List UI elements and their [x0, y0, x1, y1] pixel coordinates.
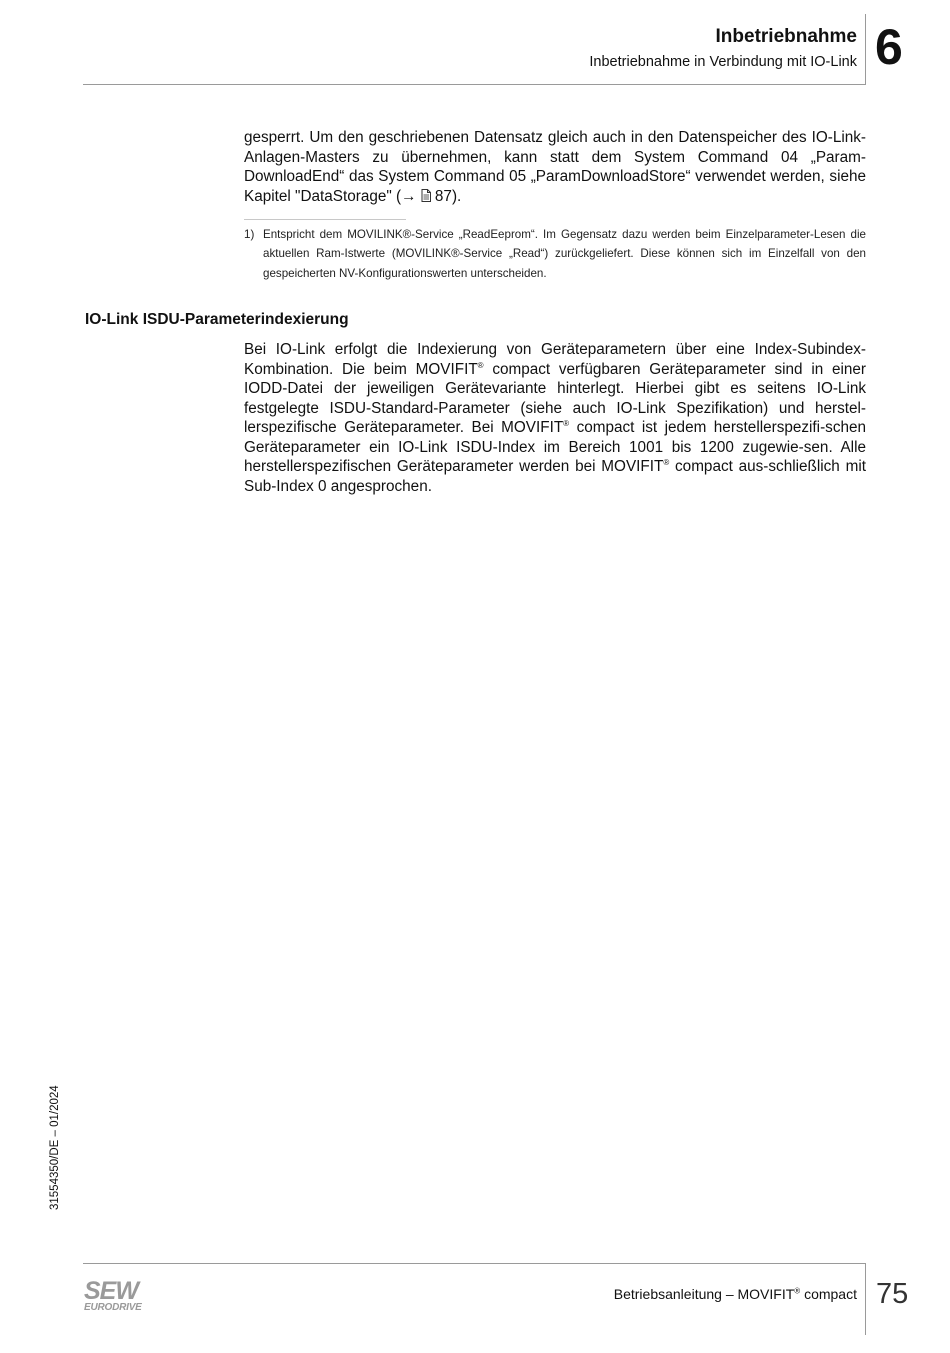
footnote-text: Entspricht dem MOVILINK®-Service „ReadEeprom“. Im Gegensatz dazu werden beim Einzelparameter-Lesen die aktuellen Ram-Istwerte (MOVILINK®-Service „Read“) zurückgeliefert. Diese können sich im Einzelfall von den gespeicherten NV-Konfigurationswerten unterscheiden. [263, 228, 866, 280]
registered-mark: ® [794, 1286, 801, 1296]
svg-text:SEW: SEW [84, 1277, 138, 1305]
body-paragraph: Bei IO-Link erfolgt die Indexierung von Geräteparametern über eine Index-Subindex-Kombination. Die beim MOVIFIT® compact verfügbaren Geräteparameter sind in einer IODD-Datei der jeweiligen Gerätevariante hinterlegt. Hierbei gibt es seitens IO-Link festgelegte ISDU-Standard-Parameter (siehe auch IO-Link Spezifikation) und herstel-lerspezifische Geräteparameter. Bei MOVIFIT® compact ist jedem herstellerspezifi-schen Geräteparameter ein IO-Link ISDU-Index im Bereich 1001 bis 1200 zugewie-sen. Alle herstellerspezifischen Geräteparameter werden bei MOVIFIT® compact aus-schließlich mit Sub-Index 0 angesprochen. [244, 341, 866, 495]
document-id: 31554350/DE – 01/2024 [49, 1085, 61, 1210]
page-reference-icon[interactable] [421, 188, 431, 205]
page-reference-link[interactable]: 87 [434, 187, 452, 205]
svg-text:EURODRIVE: EURODRIVE [84, 1302, 142, 1313]
paragraph-text: gesperrt. Um den geschriebenen Datensatz gleich auch in den Datenspeicher des IO-Link-Anlagen-Masters zu übernehmen, kann statt dem System Command 04 „Param-DownloadEnd“ das System Command 05 „ParamDownloadStore“ verwendet werden, siehe Kapitel "DataStorage" (→ [244, 129, 866, 205]
registered-mark: ® [477, 360, 484, 370]
header-rule [83, 84, 866, 85]
footnote-number: 1) [244, 228, 255, 241]
body-paragraph-continued: gesperrt. Um den geschriebenen Datensatz gleich auch in den Datenspeicher des IO-Link-Anlagen-Masters zu übernehmen, kann statt dem System Command 04 „Param-DownloadEnd“ das System Command 05 „ParamDownloadStore“ verwendet werden, siehe Kapitel "DataStorage" (→ 87). [244, 129, 866, 205]
footnote-rule [244, 219, 406, 220]
sew-eurodrive-logo [83, 1277, 153, 1313]
chapter-title: Inbetriebnahme [715, 26, 857, 47]
registered-mark: ® [663, 457, 670, 467]
footer-divider-vertical [865, 1263, 866, 1335]
header-divider-vertical [865, 14, 866, 84]
chapter-number: 6 [875, 19, 903, 75]
registered-mark: ® [563, 418, 570, 428]
footer-rule [83, 1263, 866, 1264]
footnote [244, 225, 866, 283]
page-number: 75 [876, 1278, 909, 1310]
footer-document-title: Betriebsanleitung – MOVIFIT® compact [613, 1286, 857, 1302]
section-heading: IO-Link ISDU-Parameterindexierung [85, 311, 349, 328]
section-subtitle: Inbetriebnahme in Verbindung mit IO-Link [589, 54, 857, 70]
